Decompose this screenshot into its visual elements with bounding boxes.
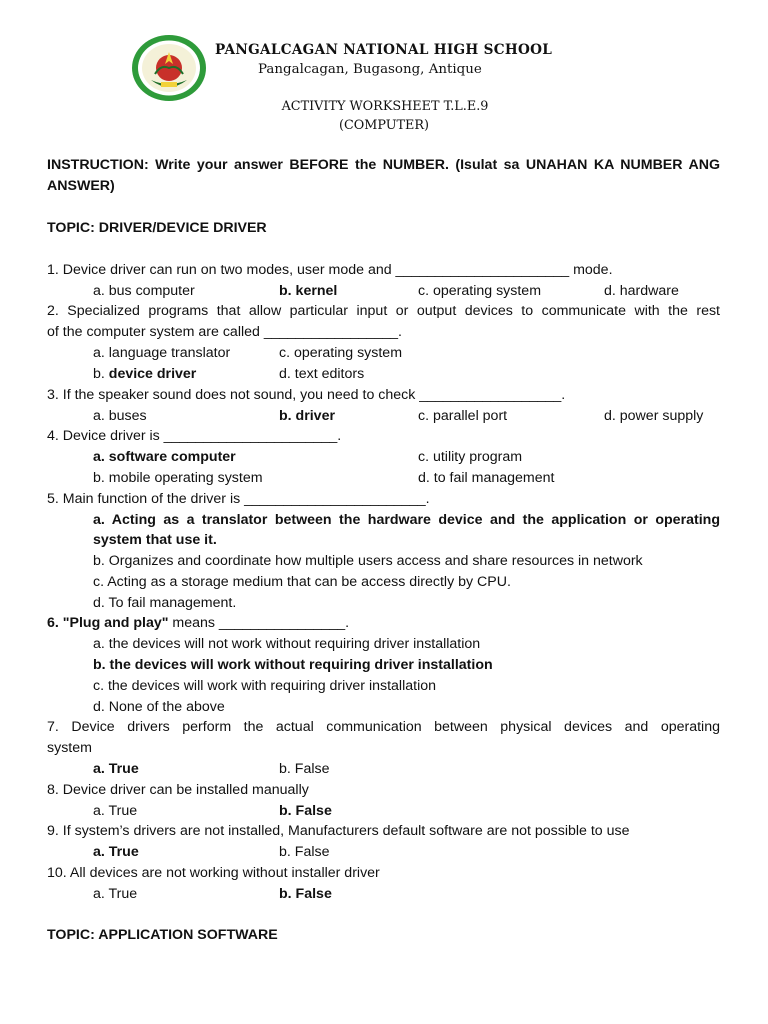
- question-1: 1. Device driver can run on two modes, user mode and ______________________ mode.: [47, 262, 613, 278]
- question-7-line-2: system: [47, 740, 92, 756]
- topic-heading-driver: TOPIC: DRIVER/DEVICE DRIVER: [47, 220, 267, 236]
- question-6: [47, 614, 349, 632]
- question-5: 5. Main function of the driver is _______________________.: [47, 491, 430, 507]
- q4-option-a: a. software computer: [93, 449, 236, 465]
- school-seal-logo: [131, 34, 207, 102]
- q1-option-d: d. hardware: [604, 283, 679, 299]
- question-10: 10. All devices are not working without installer driver: [47, 865, 380, 881]
- worksheet-title: ACTIVITY WORKSHEET T.L.E.9: [281, 99, 489, 114]
- topic-heading-application: TOPIC: APPLICATION SOFTWARE: [47, 927, 278, 943]
- q6-option-b: b. the devices will work without requiring driver installation: [93, 657, 493, 673]
- q3-option-c: c. parallel port: [418, 408, 508, 424]
- q2-option-b: [93, 365, 196, 383]
- q4-option-b: b. mobile operating system: [93, 470, 263, 486]
- question-6-term: 6. "Plug and play": [47, 615, 169, 631]
- q6-option-c: c. the devices will work with requiring driver installation: [93, 678, 437, 694]
- q6-option-d: d. None of the above: [93, 699, 225, 715]
- q9-option-a: a. True: [93, 844, 139, 860]
- q5-option-c: c. Acting as a storage medium that can be access directly by CPU.: [93, 574, 511, 590]
- q2-option-c: c. operating system: [279, 345, 403, 361]
- q5-option-a-line-1: a. Acting as a translator between the hardware device and the application or operating: [93, 512, 720, 528]
- school-address: Pangalcagan, Bugasong, Antique: [258, 62, 482, 77]
- q4-option-c: c. utility program: [418, 449, 523, 465]
- q5-option-d: d. To fail management.: [93, 595, 237, 611]
- worksheet-subtitle: (COMPUTER): [338, 118, 430, 133]
- question-4: 4. Device driver is ______________________.: [47, 428, 342, 444]
- q8-option-a: a. True: [93, 803, 138, 819]
- q1-option-b: b. kernel: [279, 283, 338, 299]
- question-3: 3. If the speaker sound does not sound, you need to check __________________.: [47, 387, 566, 403]
- q5-option-b: b. Organizes and coordinate how multiple users access and share resources in network: [93, 553, 643, 569]
- q7-option-b: b. False: [279, 761, 330, 777]
- instruction-line-1: INSTRUCTION: Write your answer BEFORE the NUMBER. (Isulat sa UNAHAN KA NUMBER ANG: [47, 157, 720, 173]
- q1-option-a: a. bus computer: [93, 283, 195, 299]
- q1-option-c: c. operating system: [418, 283, 542, 299]
- q10-option-b: b. False: [279, 886, 332, 902]
- q6-option-a: a. the devices will not work without requiring driver installation: [93, 636, 481, 652]
- q2-option-b-answer: device driver: [108, 366, 197, 382]
- question-6-rest: means ________________.: [168, 615, 350, 631]
- question-9: 9. If system’s drivers are not installed, Manufacturers default software are not possible to use: [47, 823, 630, 839]
- q2-option-b-prefix: b.: [93, 366, 109, 382]
- q3-option-a: a. buses: [93, 408, 147, 424]
- q8-option-b: b. False: [279, 803, 332, 819]
- school-name: PANGALCAGAN NATIONAL HIGH SCHOOL: [215, 42, 553, 58]
- q5-option-a-line-2: system that use it.: [93, 532, 217, 548]
- q3-option-b: b. driver: [279, 408, 335, 424]
- q3-option-d: d. power supply: [604, 408, 704, 424]
- question-2-line-1: 2. Specialized programs that allow particular input or output devices to communicate with the rest: [47, 303, 720, 319]
- q9-option-b: b. False: [279, 844, 330, 860]
- q7-option-a: a. True: [93, 761, 139, 777]
- instruction-line-2: ANSWER): [47, 178, 115, 194]
- q2-option-a: a. language translator: [93, 345, 231, 361]
- question-7-line-1: 7. Device drivers perform the actual communication between physical devices and operating: [47, 719, 720, 735]
- question-2-line-2: of the computer system are called _________________.: [47, 324, 402, 340]
- q4-option-d: d. to fail management: [418, 470, 555, 486]
- question-8: 8. Device driver can be installed manually: [47, 782, 309, 798]
- q10-option-a: a. True: [93, 886, 138, 902]
- q2-option-d: d. text editors: [279, 366, 365, 382]
